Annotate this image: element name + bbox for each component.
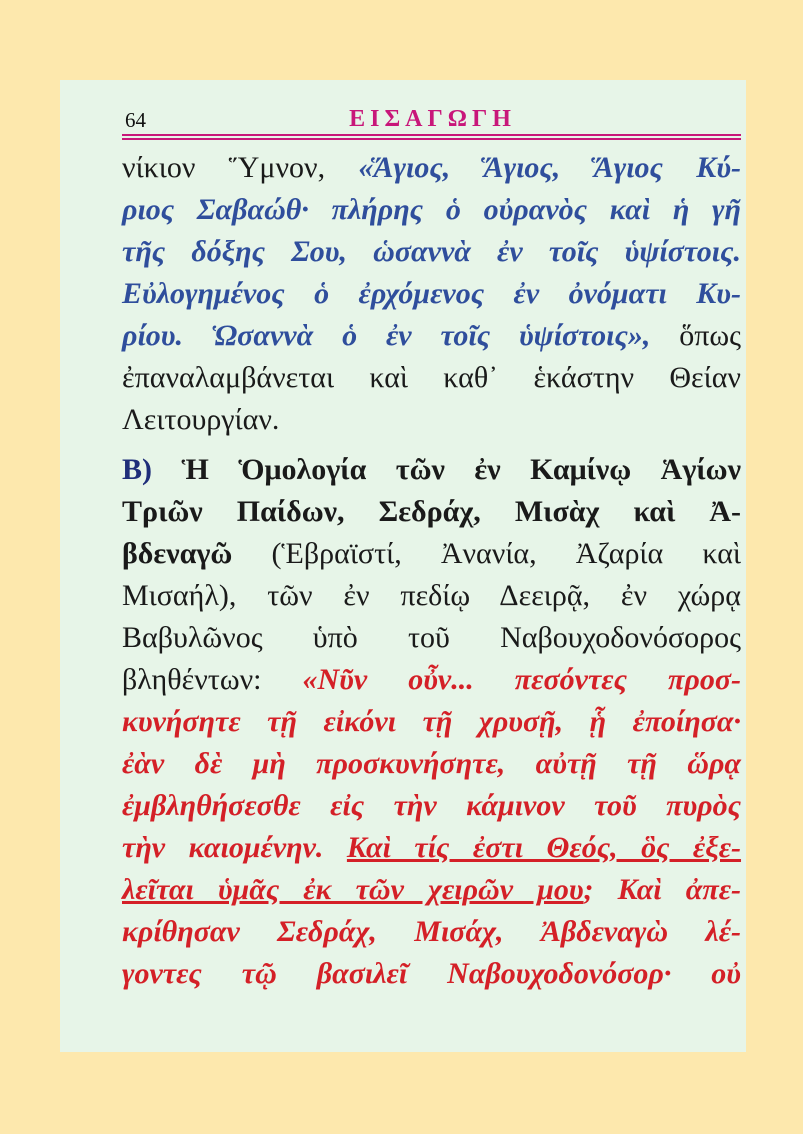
quote-line: τῆς δόξης Σου, ὡσαννὰ ἐν τοῖς ὑψίστοις. (122, 235, 741, 268)
body-text (122, 147, 741, 995)
text-run: (Ἑβραϊστί, Ἀνανία, Ἀζαρία καὶ (232, 537, 741, 570)
quote-run: ρίου. Ὡσαννὰ ὁ ἐν τοῖς ὑψίστοις», (122, 319, 651, 352)
page-header (125, 106, 740, 136)
text-line (122, 449, 741, 491)
page-panel (60, 80, 746, 1052)
underlined-quote-run: Καὶ τίς ἐστι Θεός, ὃς ἐξε- (346, 831, 742, 864)
text-run: νίκιον Ὕμνον, (122, 151, 359, 184)
text-line (122, 147, 741, 189)
quote-run: ; Καὶ ἀπε- (583, 873, 742, 906)
page-number: 64 (125, 108, 146, 132)
text-line: Λειτουργίαν. (122, 403, 280, 436)
text-run: βληθέντων: (122, 663, 303, 696)
paragraph-confession (122, 449, 741, 995)
quote-line: γοντες τῷ βασιλεῖ Ναβουχοδονόσορ· οὐ (122, 957, 741, 990)
text-line: ἐπαναλαμβάνεται καὶ καθ᾽ ἑκάστην Θείαν (122, 361, 741, 394)
quote-run: τὴν καιομένην. (122, 831, 347, 864)
text-line (122, 659, 741, 701)
text-line (122, 315, 741, 357)
quote-run: «Νῦν οὖν... πεσόντες προσ- (302, 663, 741, 696)
running-title: ΕΙΣΑΓΩΓΗ (349, 106, 516, 132)
quote-line (122, 827, 741, 869)
text-line: Μισαήλ), τῶν ἐν πεδίῳ Δεειρᾷ, ἐν χώρᾳ (122, 579, 741, 612)
underlined-quote-run: λεῖται ὑμᾶς ἐκ τῶν χειρῶν μου (122, 873, 584, 906)
quote-line: ἐμβληθήσεσθε εἰς τὴν κάμινον τοῦ πυρὸς (122, 789, 741, 822)
quote-line: ἐὰν δὲ μὴ προσκυνήσητε, αὐτῇ τῇ ὥρᾳ (122, 747, 741, 780)
quote-line: Εὐλογημένος ὁ ἐρχόμενος ἐν ὀνόματι Κυ- (122, 277, 741, 310)
heading-run: βδεναγῶ (122, 537, 233, 570)
quote-run: «Ἅγιος, Ἅγιος, Ἅγιος Κύ- (358, 151, 741, 184)
quote-line: ριος Σαβαώθ· πλήρης ὁ οὐρανὸς καὶ ἡ γῆ (122, 193, 741, 226)
paragraph-hymn (122, 147, 741, 441)
section-label: Β) (122, 453, 152, 486)
quote-line: κρίθησαν Σεδράχ, Μισάχ, Ἀβδεναγὼ λέ- (122, 915, 741, 948)
heading-run: Ἡ Ὁμολογία τῶν ἐν Καμίνῳ Ἁγίων (152, 453, 741, 486)
text-line (122, 533, 741, 575)
header-rule-bottom (122, 138, 741, 140)
heading-line: Τριῶν Παίδων, Σεδράχ, Μισὰχ καὶ Ἀ- (122, 495, 741, 528)
text-run: ὅπως (650, 319, 741, 352)
quote-line (122, 869, 741, 911)
quote-line: κυνήσητε τῇ εἰκόνι τῇ χρυσῇ, ᾗ ἐποίησα· (122, 705, 741, 738)
text-line: Βαβυλῶνος ὑπὸ τοῦ Ναβουχοδονόσορος (122, 621, 741, 654)
header-rule-top (122, 134, 741, 136)
